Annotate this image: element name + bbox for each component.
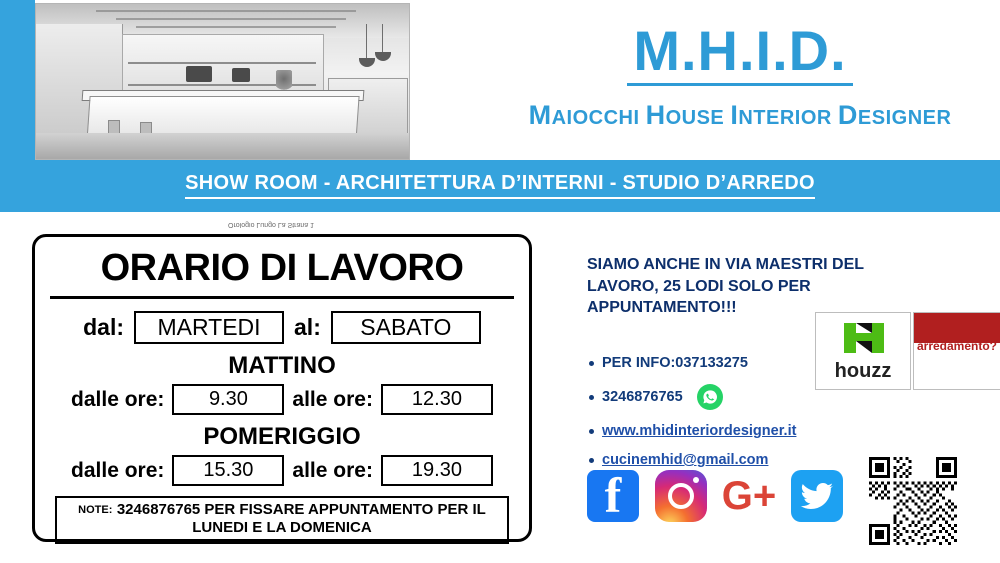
contact-mobile-text: 3246876765 [602, 389, 683, 405]
schedule-to-label: al: [294, 314, 321, 340]
contact-area [575, 212, 1000, 563]
houzz-logo[interactable] [815, 312, 911, 390]
schedule-afternoon-open-label: dalle ore: [71, 458, 165, 482]
bullet-icon [589, 361, 594, 366]
bullet-icon [589, 429, 594, 434]
banner-text: SHOW ROOM - ARCHITETTURA D’INTERNI - STUDIO D’ARREDO [185, 172, 815, 199]
schedule-afternoon-open-value: 15.30 [172, 455, 284, 486]
photo-ceiling-line [96, 10, 356, 12]
schedule-afternoon-close-value: 19.30 [381, 455, 493, 486]
schedule-morning-title: MATTINO [228, 352, 336, 379]
schedule-morning-open-value: 9.30 [172, 384, 284, 415]
instagram-dot [693, 477, 699, 483]
schedule-from-value: MARTEDI [134, 311, 284, 344]
brand-initial-d: D [837, 99, 858, 130]
schedule-note-label: NOTE: [78, 503, 113, 516]
schedule-note [55, 496, 509, 544]
houzz-logo-text: houzz [834, 360, 892, 382]
schedule-area [0, 212, 575, 563]
partner-logos [815, 312, 1000, 390]
photo-plant [276, 70, 292, 92]
address-text: SIAMO ANCHE IN VIA MAESTRI DEL LAVORO, 25 LODI SOLO PER APPUNTAMENTO!!! [587, 256, 864, 317]
schedule-morning-close-value: 12.30 [381, 384, 493, 415]
photo-lamp-cord [366, 24, 367, 58]
twitter-icon[interactable] [791, 470, 843, 522]
schedule-morning-row [35, 384, 529, 415]
brand-logo [505, 19, 975, 147]
showroom-photo [35, 3, 410, 160]
brand-word-maiocchi: AIOCCHI [551, 106, 640, 129]
schedule-morning-close-label: alle ore: [292, 387, 373, 411]
schedule-divider [50, 296, 514, 299]
schedule-days-row [35, 311, 529, 344]
contact-website[interactable] [589, 423, 929, 439]
schedule-to-value: SABATO [331, 311, 481, 344]
brand-logo-subtitle [505, 100, 975, 131]
schedule-note-text: 3246876765 PER FISSARE APPUNTAMENTO PER IL LUNEDI E LA DOMENICA [116, 501, 486, 536]
photo-lamp-shade [375, 52, 391, 61]
arredamento-logo-text [914, 339, 1000, 353]
brand-word-designer: ESIGNER [857, 106, 952, 129]
social-links [587, 470, 843, 522]
photo-lamp-cord [382, 24, 383, 52]
schedule-afternoon-close-label: alle ore: [292, 458, 373, 482]
bullet-icon [589, 458, 594, 463]
qr-code[interactable] [869, 457, 957, 545]
schedule-tiny-note: Orologio Lungo La Strana 1 [228, 221, 315, 228]
photo-appliance [232, 68, 250, 82]
schedule-afternoon-title: POMERIGGIO [203, 423, 361, 450]
facebook-icon[interactable] [587, 470, 639, 522]
photo-floor [36, 133, 409, 159]
schedule-morning-open-label: dalle ore: [71, 387, 165, 411]
header-blue-left-block [0, 0, 35, 160]
brand-initial-m: M [528, 99, 552, 130]
schedule-title: ORARIO DI LAVORO [100, 247, 464, 289]
google-plus-glyph: G+ [721, 473, 777, 518]
brand-initial-i: I [730, 99, 739, 130]
bullet-icon [589, 395, 594, 400]
photo-lamp-shade [359, 58, 375, 67]
photo-ceiling-line [136, 26, 336, 28]
banner-text-wrap [0, 172, 1000, 195]
photo-ceiling-line [116, 18, 346, 20]
instagram-ring [668, 483, 694, 509]
brand-logo-title: M.H.I.D. [627, 22, 852, 86]
whatsapp-icon[interactable] [697, 384, 723, 410]
photo-appliance [186, 66, 212, 82]
instagram-icon[interactable] [655, 470, 707, 522]
schedule-from-label: dal: [83, 314, 125, 340]
arredamento-logo-suffix: ? [989, 339, 998, 353]
brand-initial-h: H [645, 99, 666, 130]
schedule-afternoon-row [35, 455, 529, 486]
arredamento-logo[interactable] [913, 312, 1000, 390]
contact-phone-info-text: PER INFO:037133275 [602, 355, 748, 371]
google-plus-icon[interactable] [723, 470, 775, 522]
photo-shelf [128, 62, 316, 64]
schedule-card [32, 234, 532, 542]
brand-word-interior: NTERIOR [738, 106, 832, 129]
contact-email-text[interactable]: cucinemhid@gmail.com [602, 452, 769, 468]
contact-website-text[interactable]: www.mhidinteriordesigner.it [602, 423, 797, 439]
arredamento-logo-word: arredamento [916, 339, 990, 353]
brand-word-house: OUSE [665, 106, 725, 129]
